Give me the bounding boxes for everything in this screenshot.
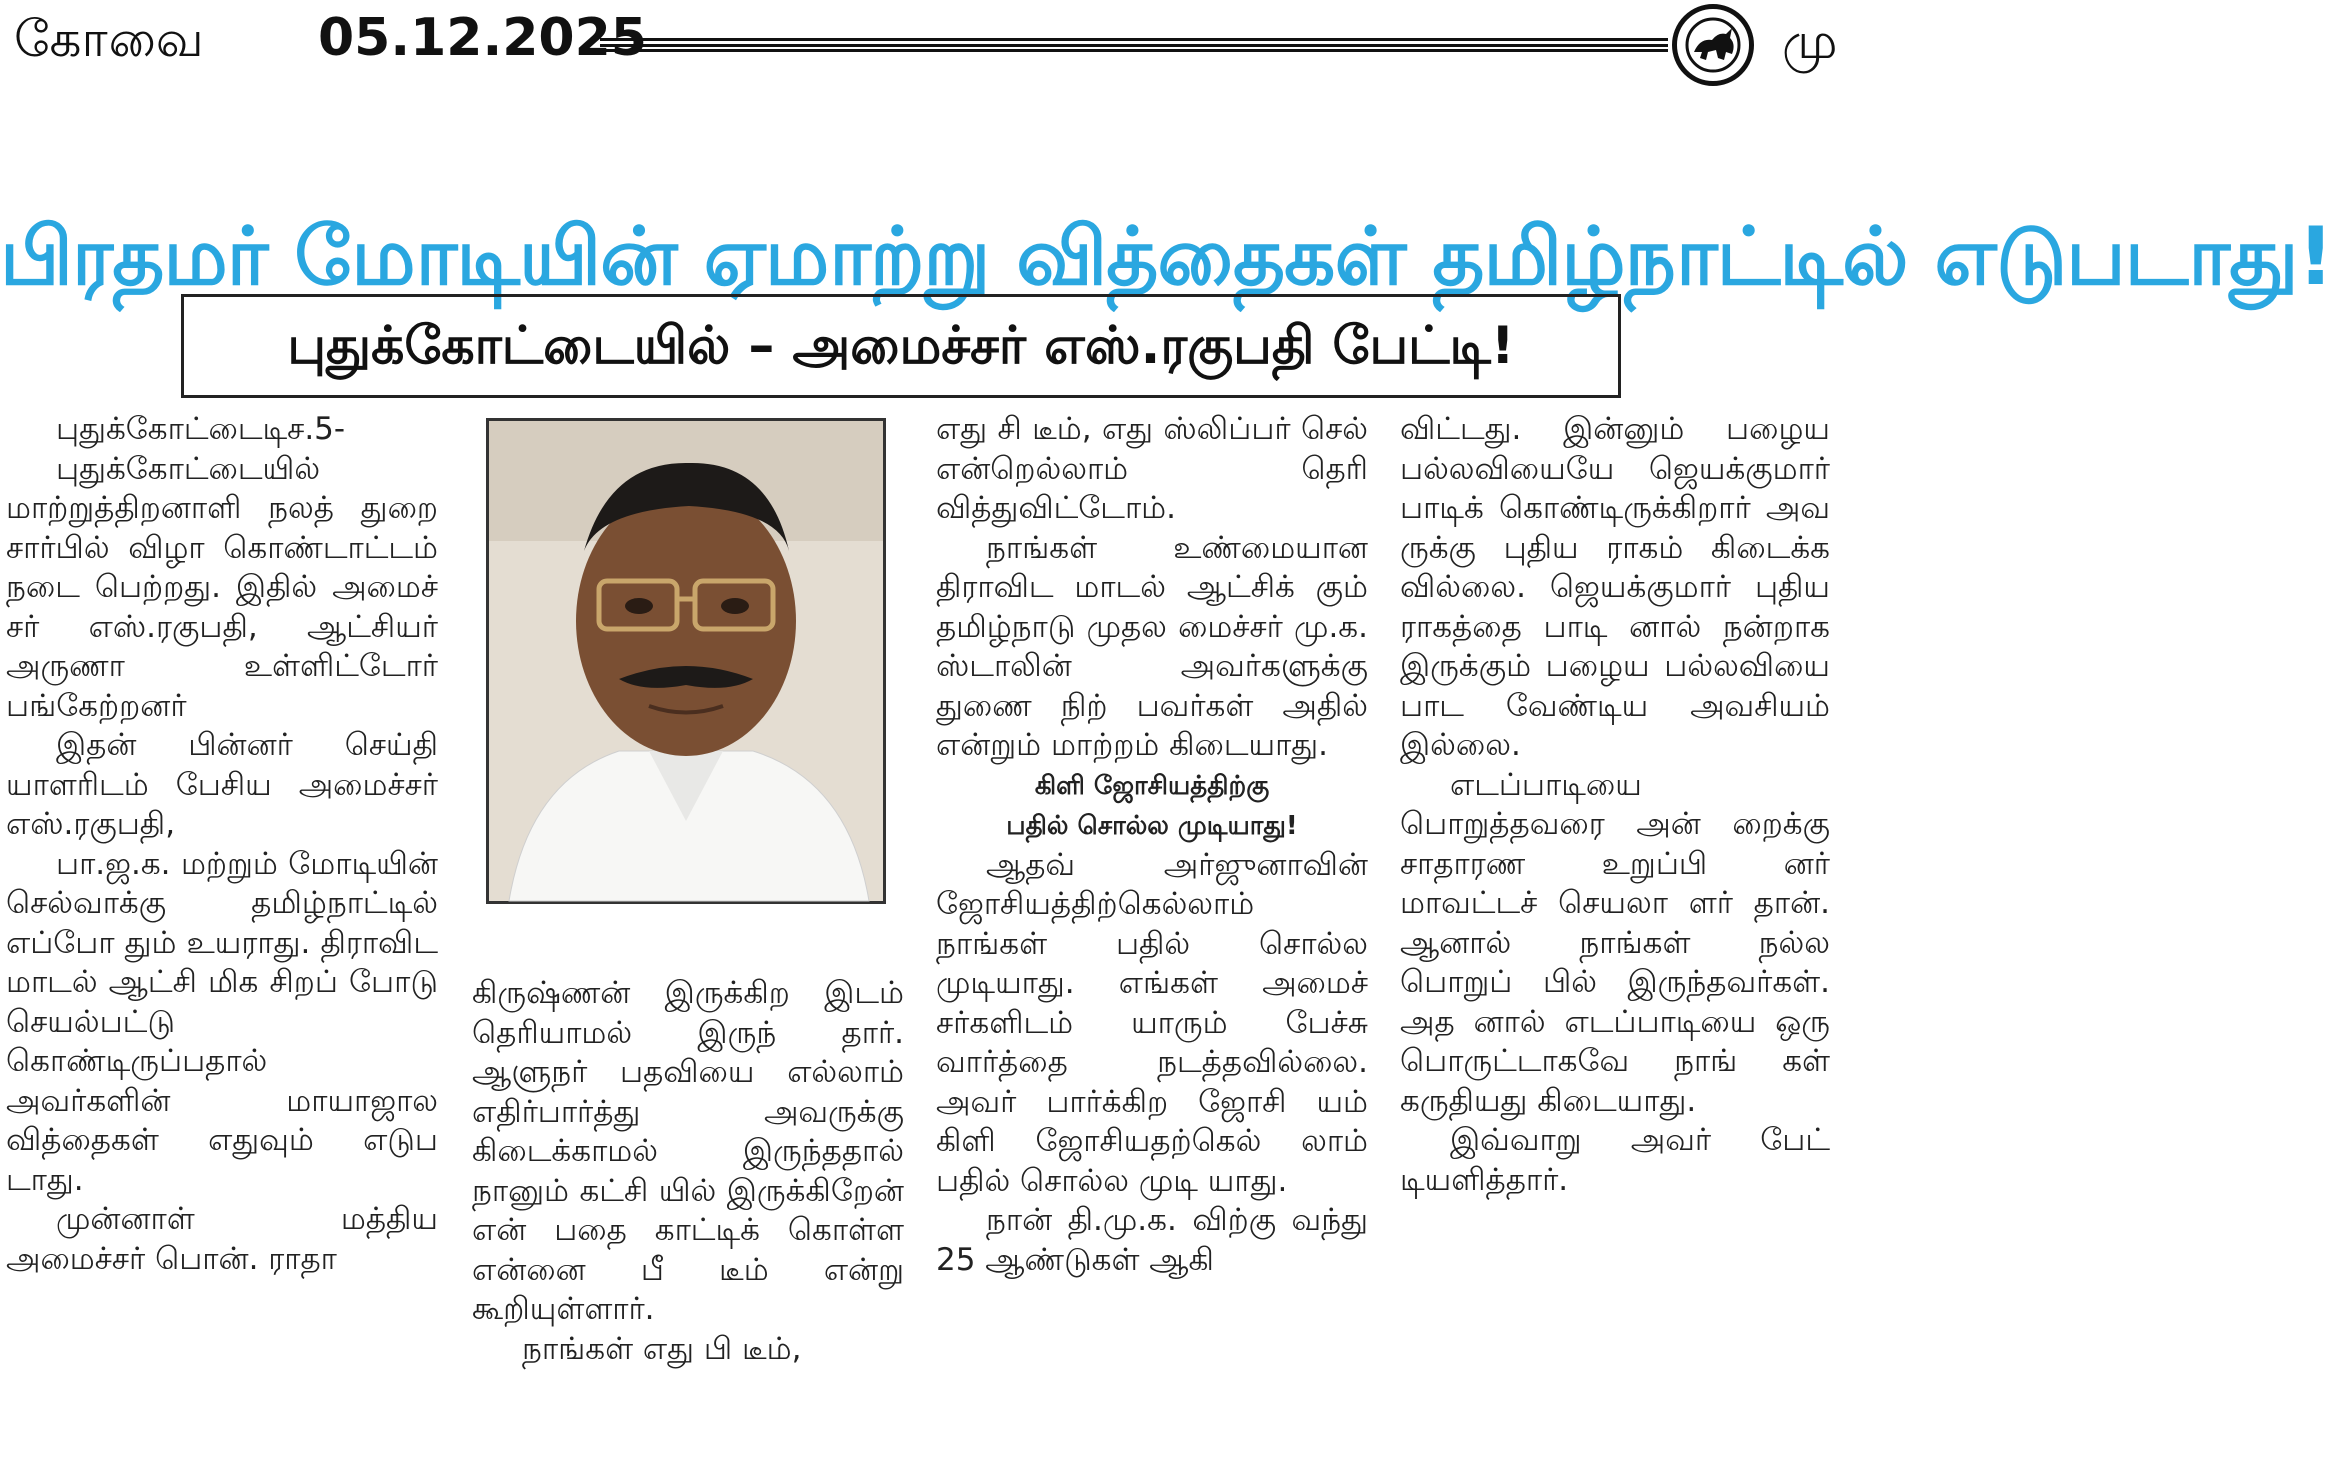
column-4 [1400, 410, 1830, 1200]
column-3 [936, 410, 1368, 1280]
paragraph: நாங்கள் எது பி டீம், [522, 1330, 802, 1367]
subheadline-box [181, 294, 1621, 398]
edition-date: 05.12.2025 [318, 8, 647, 68]
paragraph: இதன் பின்னர் செய்தி யாளரிடம் பேசிய அமைச்சர் எஸ்.ரகுபதி, [6, 727, 438, 842]
paragraph: புதுக்கோட்டையில் மாற்றுத்திறனாளி நலத் துறை சார்பில் விழா கொண்டாட்டம் நடை பெற்றது. இதில் அமைச் சர் எஸ்.ரகுபதி, ஆட்சியர் அருணா உள்ளிட்டோர் பங்கேற்றனர் [6, 450, 438, 724]
paragraph: முன்னாள் மத்திய அமைச்சர் பொன். ராதா [6, 1201, 438, 1277]
masthead [0, 0, 1838, 90]
paragraph: நாங்கள் உண்மையான திராவிட மாடல் ஆட்சிக் கும் தமிழ்நாடு முதல மைச்சர் மு.க. ஸ்டாலின் அவர்களுக்கு துணை நிற் பவர்கள் அதில் என்றும் மாற்றம் கிடையாது. [936, 529, 1368, 763]
paragraph: கிருஷ்ணன் இருக்கிற இடம் தெரியாமல் இருந் தார். ஆளுநர் பதவியை எல்லாம் எதிர்பார்த்து அவருக்கு கிடைக்காமல் இருந்ததால் நானும் கட்சி யில் இருக்கிறேன் என் பதை காட்டிக் கொள்ள என்னை பீ டீம் என்று கூறியுள்ளார். [472, 975, 904, 1327]
dateline: புதுக்கோட்டைடிச.5- [56, 411, 346, 447]
subheadline: புதுக்கோட்டையில் – அமைச்சர் எஸ்.ரகுபதி பேட்டி! [287, 316, 1515, 376]
section-subhead [936, 766, 1368, 846]
portrait-illustration [489, 421, 883, 901]
paragraph: இவ்வாறு அவர் பேட் டியளித்தார். [1400, 1122, 1830, 1198]
headline: பிரதமர் மோடியின் ஏமாற்று வித்தைகள் தமிழ்நாட்டில் எடுபடாது! [0, 209, 2333, 303]
column-1 [6, 410, 438, 1279]
portrait-photo [486, 418, 886, 904]
paragraph: ஆதவ் அர்ஜுனாவின் ஜோசியத்திற்கெல்லாம் நாங்கள் பதில் சொல்ல முடியாது. எங்கள் அமைச் சர்களிடம் யாரும் பேச்சு வார்த்தை நடத்தவில்லை. அவர் பார்க்கிற ஜோசி யம் கிளி ஜோசியதற்கெல் லாம் பதில் சொல்ல முடி யாது. [936, 846, 1368, 1199]
masthead-rule [600, 38, 1668, 52]
bull-emblem-icon [1672, 4, 1754, 86]
paragraph: விட்டது. இன்னும் பழைய பல்லவியையே ஜெயக்குமார் பாடிக் கொண்டிருக்கிறார் அவ ருக்கு புதிய ராகம் கிடைக்க வில்லை. ஜெயக்குமார் புதிய ராகத்தை பாடி னால் நன்றாக இருக்கும் பழைய பல்லவியை பாட வேண்டிய அவசியம் இல்லை. [1400, 411, 1830, 763]
subhead-line-1: கிளி ஜோசியத்திற்கு [1034, 770, 1270, 801]
paragraph: எடப்பாடியை பொறுத்தவரை அன் றைக்கு சாதாரண உறுப்பி னர் மாவட்டச் செயலா ளர் தான். ஆனால் நாங்கள் நல்ல பொறுப் பில் இருந்தவர்கள். அத னால் எடப்பாடியை ஒரு பொருட்டாகவே நாங் கள் கருதியது கிடையாது. [1400, 766, 1830, 1119]
paragraph: பா.ஜ.க. மற்றும் மோடியின் செல்வாக்கு தமிழ்நாட்டில் எப்போ தும் உயராது. திராவிட மாடல் ஆட்சி மிக சிறப் போடு செயல்பட்டு கொண்டிருப்பதால் அவர்களின் மாயாஜால வித்தைகள் எதுவும் எடுப டாது. [6, 845, 438, 1198]
edition-city: கோவை [14, 10, 205, 68]
column-2 [472, 974, 904, 1369]
bull-emblem-icon [1682, 14, 1744, 76]
paragraph: நான் தி.மு.க. விற்கு வந்து 25 ஆண்டுகள் ஆகி [936, 1202, 1368, 1278]
subhead-line-2: பதில் சொல்ல முடியாது! [1006, 810, 1298, 841]
masthead-right-text: மு [1782, 12, 1838, 70]
paragraph: எது சி டீம், எது ஸ்லிப்பர் செல் என்றெல்லாம் தெரி வித்துவிட்டோம். [936, 411, 1368, 526]
